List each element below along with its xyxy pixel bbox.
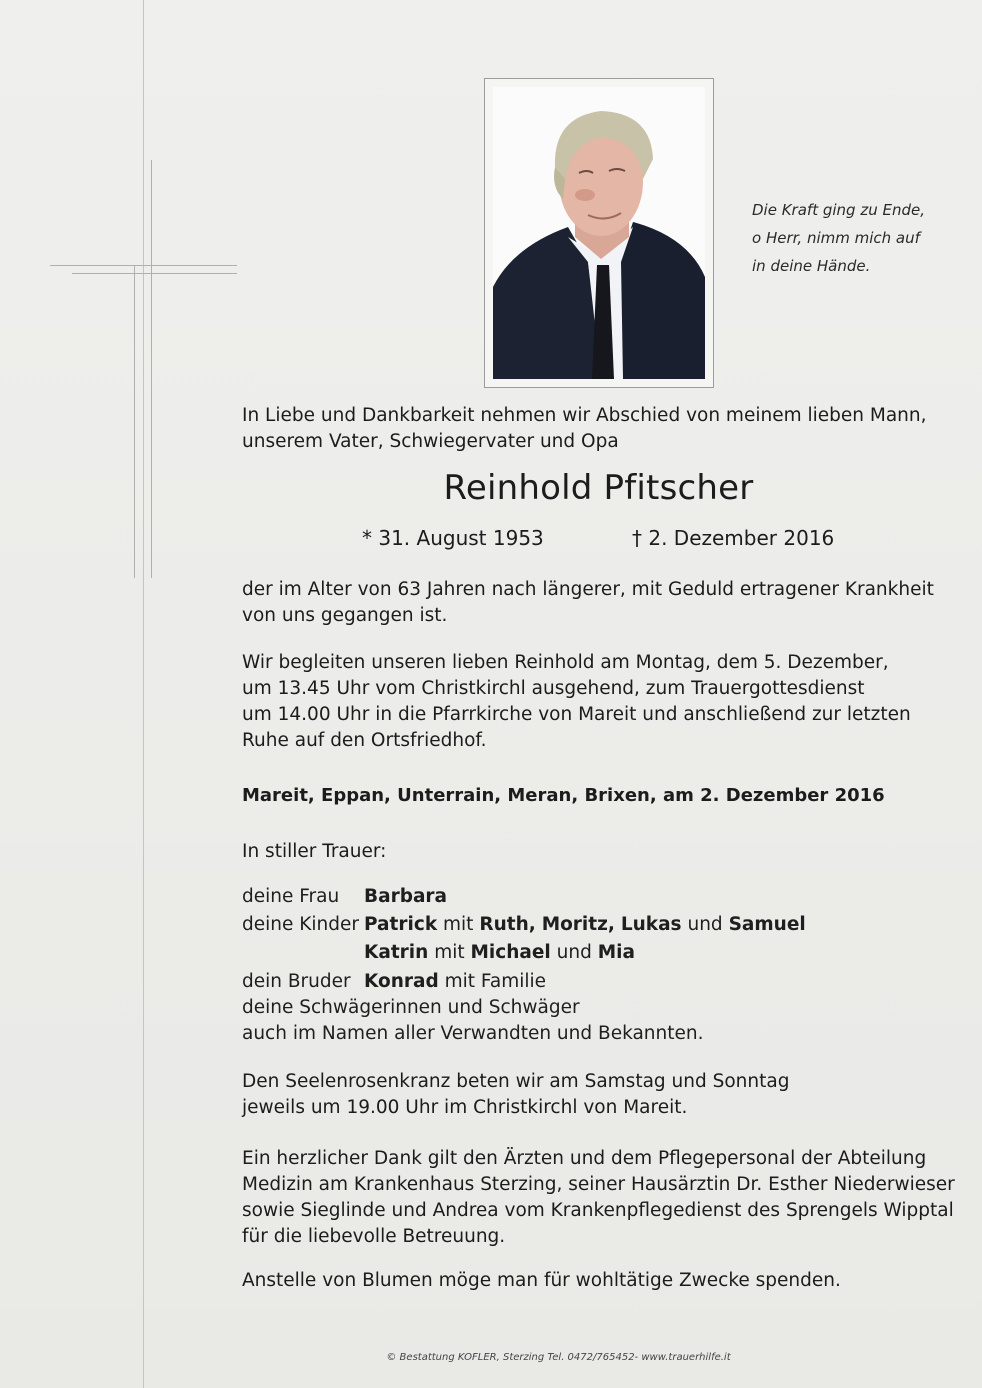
connector-word: mit bbox=[443, 914, 474, 935]
portrait-illustration bbox=[493, 87, 705, 379]
rosary-line: Den Seelenrosenkranz beten wir am Samstag und Sonntag bbox=[242, 1071, 790, 1092]
brother-name: Konrad bbox=[364, 971, 439, 992]
family-inlaws-row: deine Schwägerinnen und Schwäger bbox=[242, 997, 580, 1018]
children-label: deine Kinder bbox=[242, 914, 359, 935]
family-wife-row bbox=[242, 884, 447, 910]
rosary-line: jeweils um 19.00 Uhr im Christkirchl von Mareit. bbox=[242, 1097, 688, 1118]
thanks-line: sowie Sieglinde und Andrea vom Krankenpflegedienst des Sprengels Wipptal bbox=[242, 1200, 954, 1221]
partner-name: Michael bbox=[470, 942, 551, 963]
wife-name: Barbara bbox=[364, 886, 448, 907]
funeral-line: Ruhe auf den Ortsfriedhof. bbox=[242, 730, 487, 751]
cross-horizontal-line bbox=[50, 265, 237, 266]
connector-word: mit bbox=[434, 942, 465, 963]
left-border-line bbox=[143, 0, 144, 1388]
connector-word: und bbox=[556, 942, 592, 963]
rosary-text bbox=[242, 1069, 789, 1121]
partner-name: Ruth, bbox=[479, 914, 536, 935]
grandchild-name: Lukas bbox=[620, 914, 682, 935]
donation-text: Anstelle von Blumen möge man für wohltätige Zwecke spenden. bbox=[242, 1270, 841, 1291]
place-date: Mareit, Eppan, Unterrain, Meran, Brixen, am 2. Dezember 2016 bbox=[242, 785, 885, 806]
cross-vertical-line bbox=[151, 160, 152, 578]
connector-word: und bbox=[687, 914, 723, 935]
grandchild-name: Moritz, bbox=[541, 914, 615, 935]
quote-line: in deine Hände. bbox=[752, 257, 871, 275]
passing-line: der im Alter von 63 Jahren nach längerer, mit Geduld ertragener Krankheit bbox=[242, 579, 934, 600]
intro-line: In Liebe und Dankbarkeit nehmen wir Abschied von meinem lieben Mann, bbox=[242, 405, 927, 426]
portrait-photo bbox=[493, 87, 705, 379]
wife-label: deine Frau bbox=[242, 886, 340, 907]
footer-imprint: © Bestattung KOFLER, Sterzing Tel. 0472/765452- www.trauerhilfe.it bbox=[386, 1352, 731, 1363]
funeral-line: um 14.00 Uhr in die Pfarrkirche von Mareit und anschließend zur letzten bbox=[242, 704, 911, 725]
grandchild-name: Mia bbox=[597, 942, 636, 963]
funeral-text bbox=[242, 650, 911, 754]
portrait-frame bbox=[484, 78, 714, 388]
funeral-line: um 13.45 Uhr vom Christkirchl ausgehend, zum Trauergottesdienst bbox=[242, 678, 865, 699]
thanks-line: Ein herzlicher Dank gilt den Ärzten und dem Pflegepersonal der Abteilung bbox=[242, 1148, 927, 1169]
cross-horizontal-line-inner bbox=[72, 273, 237, 274]
family-brother-row bbox=[242, 969, 546, 995]
intro-line: unserem Vater, Schwiegervater und Opa bbox=[242, 431, 619, 452]
passing-line: von uns gegangen ist. bbox=[242, 605, 448, 626]
funeral-line: Wir begleiten unseren lieben Reinhold am Montag, dem 5. Dezember, bbox=[242, 652, 889, 673]
quote-line: o Herr, nimm mich auf bbox=[752, 229, 920, 247]
thanks-text bbox=[242, 1146, 955, 1250]
quote-block bbox=[752, 196, 952, 280]
deceased-name: Reinhold Pfitscher bbox=[443, 468, 754, 508]
mourning-heading: In stiller Trauer: bbox=[242, 841, 387, 862]
brother-label: dein Bruder bbox=[242, 971, 351, 992]
family-children-row-2 bbox=[364, 940, 635, 966]
child-name: Katrin bbox=[364, 942, 429, 963]
passing-text bbox=[242, 577, 934, 629]
cross-vertical-line-inner bbox=[134, 265, 135, 578]
grandchild-name: Samuel bbox=[728, 914, 806, 935]
thanks-line: für die liebevolle Betreuung. bbox=[242, 1226, 506, 1247]
intro-text bbox=[242, 403, 927, 455]
birth-date: * 31. August 1953 bbox=[362, 526, 544, 550]
brother-rest: mit Familie bbox=[444, 971, 547, 992]
death-date: † 2. Dezember 2016 bbox=[632, 526, 835, 550]
family-children-row bbox=[242, 912, 806, 938]
child-name: Patrick bbox=[364, 914, 438, 935]
family-relatives-row: auch im Namen aller Verwandten und Bekannten. bbox=[242, 1023, 704, 1044]
quote-line: Die Kraft ging zu Ende, bbox=[752, 201, 925, 219]
thanks-line: Medizin am Krankenhaus Sterzing, seiner Hausärztin Dr. Esther Niederwieser bbox=[242, 1174, 955, 1195]
